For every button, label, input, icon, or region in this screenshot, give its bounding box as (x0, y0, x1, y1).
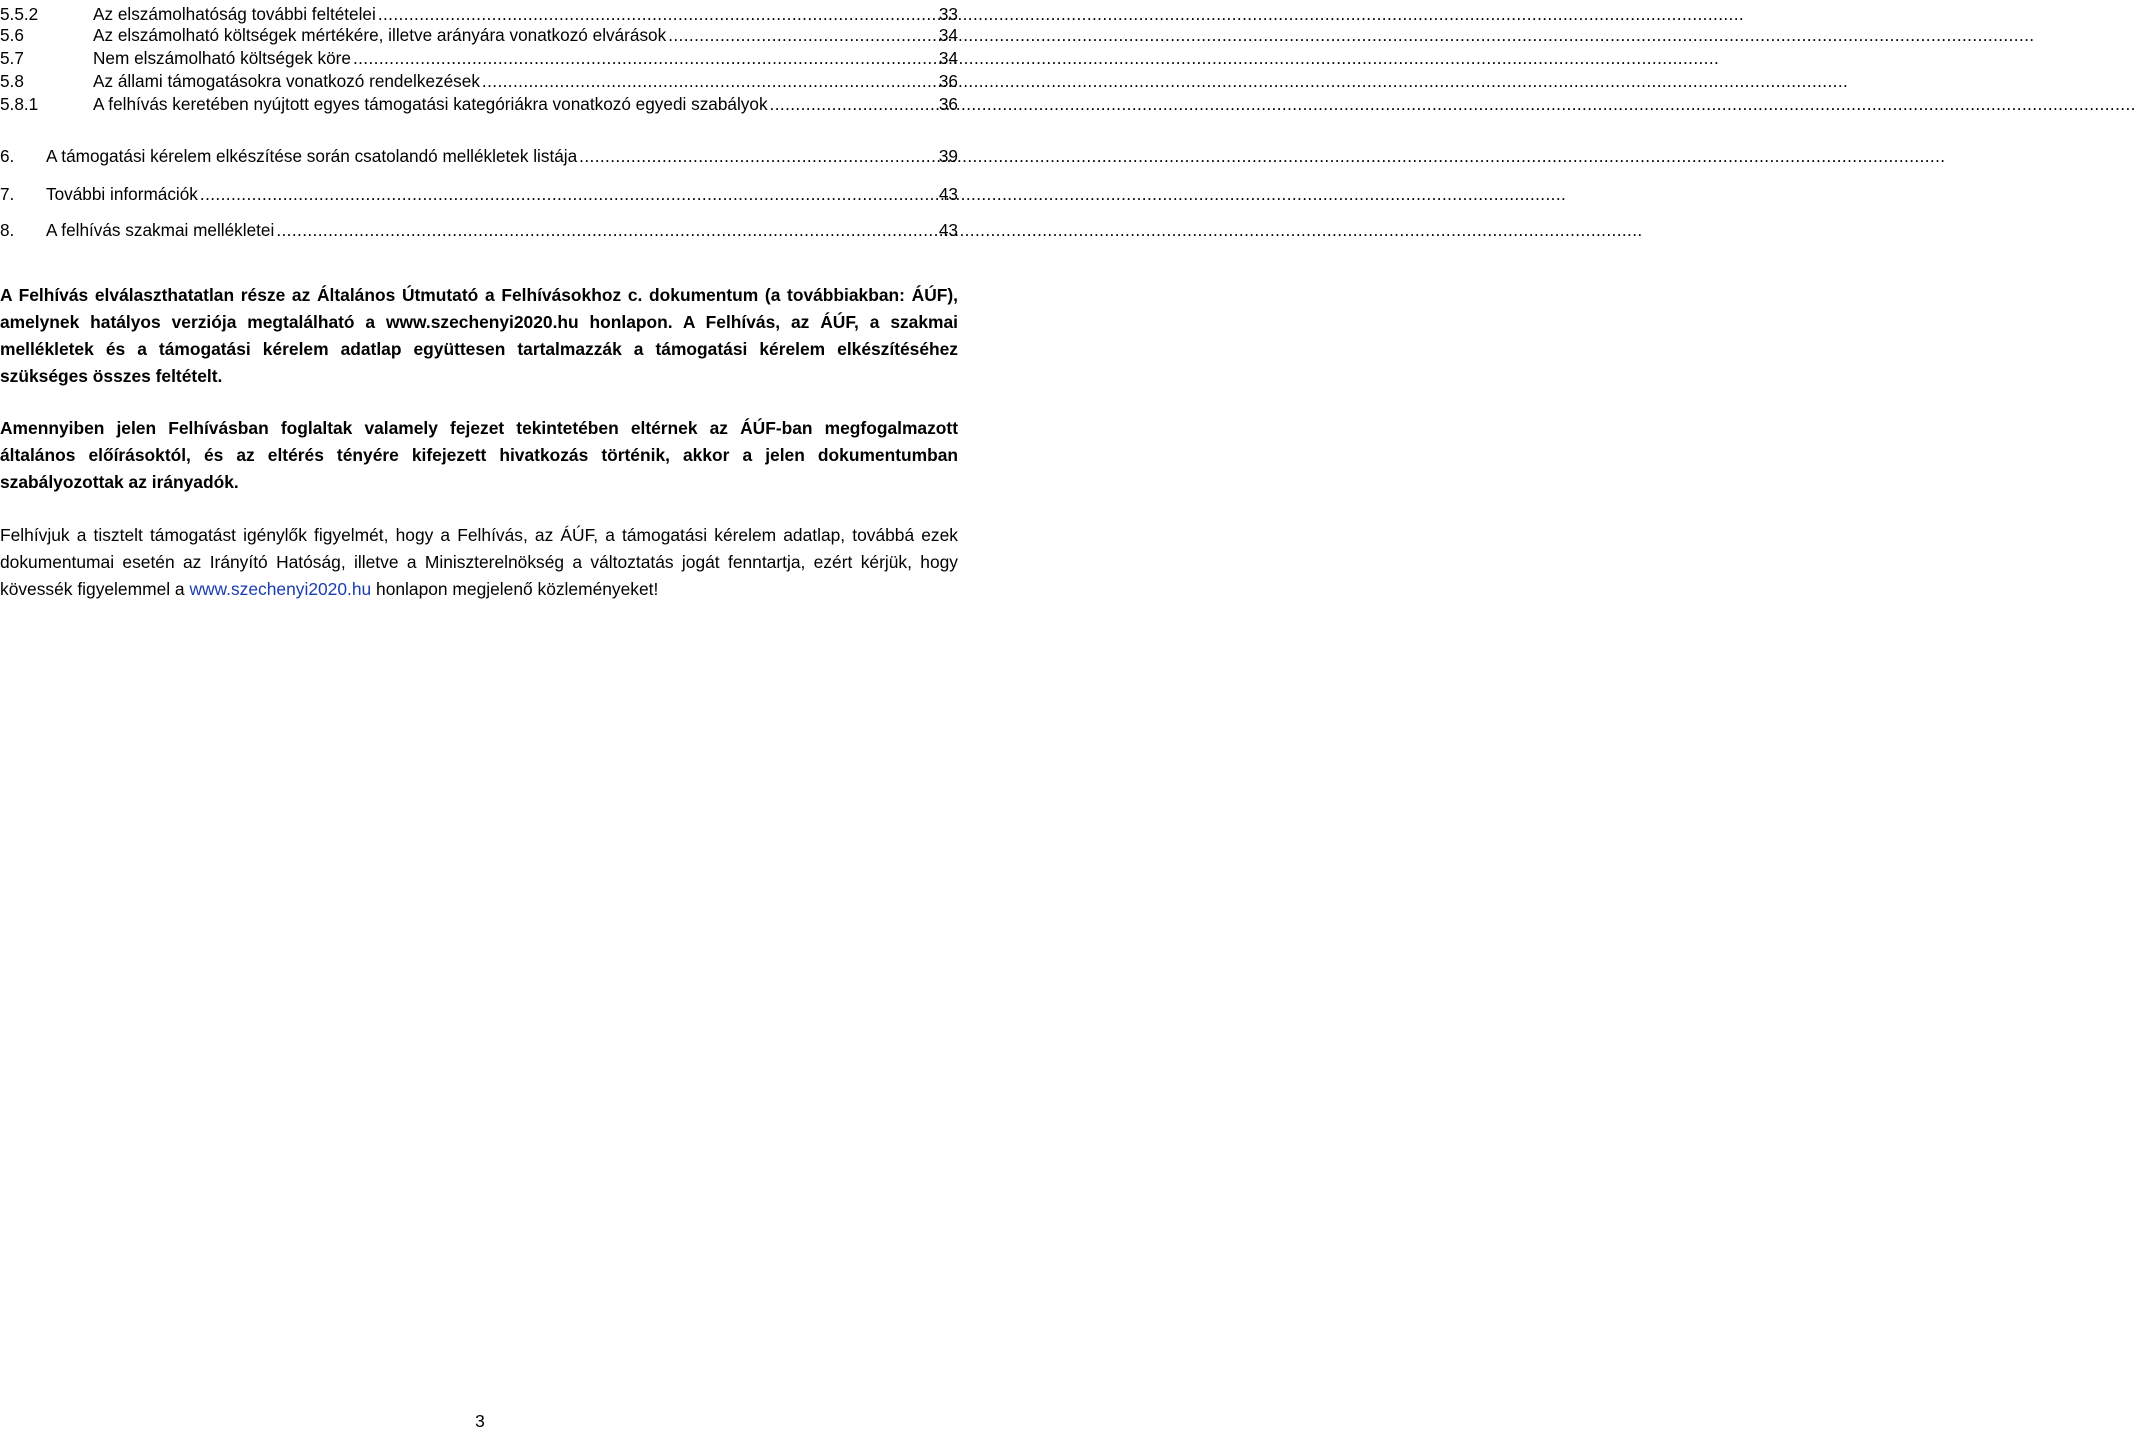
toc-page: 33 (938, 4, 958, 24)
toc-entry-5-7[interactable] (0, 46, 958, 70)
toc-page: 39 (938, 146, 958, 166)
toc-leader (666, 23, 935, 47)
toc-title: Az elszámolhatóság további feltételei (93, 4, 376, 24)
toc-page: 43 (938, 184, 958, 204)
toc-title: A felhívás szakmai mellékletei (46, 220, 275, 240)
notice-paragraph (0, 522, 958, 603)
deviation-paragraph: Amennyiben jelen Felhívásban foglaltak valamely fejezet tekintetében eltérnek az ÁÚF-ban megfogalmazott általános előírásoktól, és az eltérés tényére kifejezett hivatkozás történik, akkor a jelen dokumentumban szabályozottak az irányadók. (0, 418, 958, 492)
notice-text-start: Felhívjuk a tisztelt támogatást igénylők figyelmét, hogy a Felhívás, az ÁÚF, a támogatási kérelem adatlap, továbbá ezek dokumentumai esetén az Irányító Hatóság, illetve a Miniszterelnökség a változtatás jogát fenntartja, ezért kérjük, hogy kövessék figyelemmel a (0, 525, 958, 599)
toc-title: További információk (46, 184, 198, 204)
toc-entry-7[interactable] (0, 182, 958, 206)
toc-title: Nem elszámolható költségek köre (93, 48, 351, 68)
toc-title: Az állami támogatásokra vonatkozó rendelkezések (93, 71, 480, 91)
szechenyi-link[interactable]: www.szechenyi2020.hu (189, 579, 372, 599)
toc-leader (577, 144, 935, 168)
toc-number: 7. (0, 184, 15, 204)
toc-number: 5.8.1 (0, 94, 39, 114)
toc-entry-6[interactable] (0, 144, 958, 168)
toc-leader (351, 46, 935, 70)
toc-number: 5.5.2 (0, 4, 39, 24)
toc-number: 6. (0, 146, 15, 166)
toc-number: 8. (0, 220, 15, 240)
toc-number: 5.7 (0, 48, 24, 68)
toc-entry-8[interactable] (0, 218, 958, 242)
toc-page: 34 (938, 25, 958, 45)
toc-leader (768, 92, 935, 116)
toc-number: 5.8 (0, 71, 24, 91)
toc-entry-5-8-1[interactable] (0, 92, 958, 116)
notice-text-end: honlapon megjelenő közleményeket! (371, 579, 659, 599)
toc-title: A felhívás keretében nyújtott egyes támogatási kategóriákra vonatkozó egyedi szabályok (93, 94, 768, 114)
toc-page: 36 (938, 94, 958, 114)
toc-title: Az elszámolható költségek mértékére, illetve arányára vonatkozó elvárások (93, 25, 667, 45)
toc-number: 5.6 (0, 25, 24, 45)
toc-leader (274, 218, 935, 242)
toc-entry-5-6[interactable] (0, 23, 958, 47)
intro-paragraph: A Felhívás elválaszthatatlan része az Általános Útmutató a Felhívásokhoz c. dokumentum (a továbbiakban: ÁÚF), amelynek hatályos verziója megtalálható a www.szechenyi2020.hu honlapon. A Felhívás, az ÁÚF, a szakmai mellékletek és a támogatási kérelem adatlap együttesen tartalmazzák a támogatási kérelem elkészítéséhez szükséges összes feltételt. (0, 285, 958, 386)
toc-page: 43 (938, 220, 958, 240)
toc-entry-5-8[interactable] (0, 69, 958, 93)
document-page (0, 0, 960, 1432)
toc-page: 34 (938, 48, 958, 68)
page-number: 3 (475, 1411, 485, 1431)
toc-leader (480, 69, 935, 93)
toc-leader (198, 182, 935, 206)
toc-title: A támogatási kérelem elkészítése során csatolandó mellékletek listája (46, 146, 578, 166)
toc-page: 36 (938, 71, 958, 91)
